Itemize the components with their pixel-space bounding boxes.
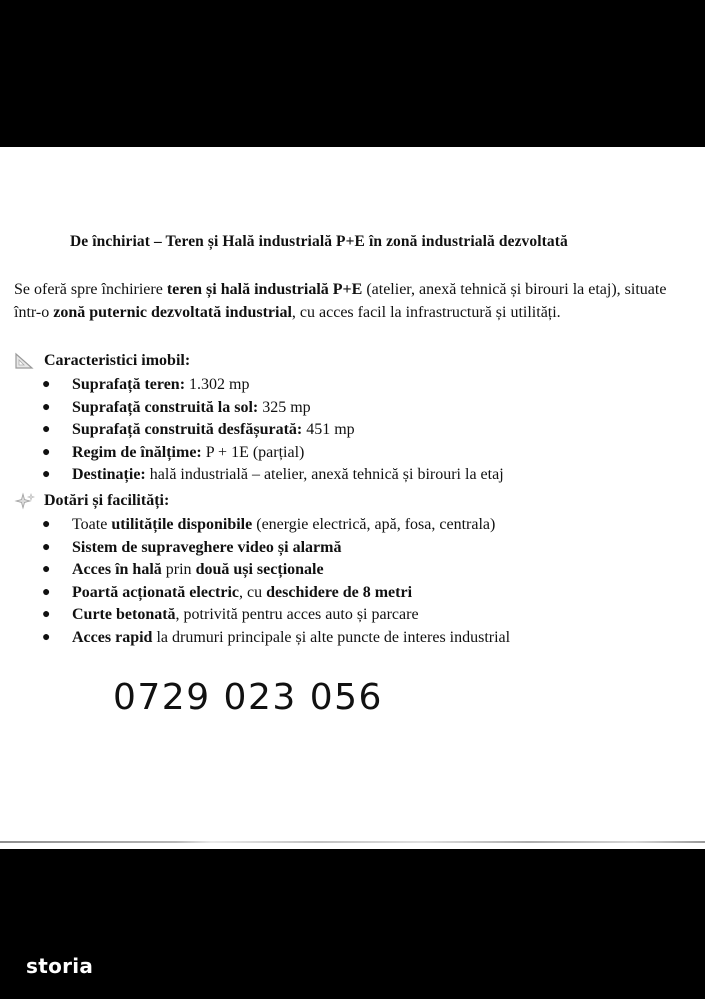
bullet-icon: ● [42,422,51,438]
item-text: 325 mp [258,398,311,416]
list-item [40,374,504,397]
intro-text-3: , cu acces facil la infrastructură și utilități. [291,303,561,321]
item-text: , potrivită pentru acces auto și parcare [175,606,419,624]
item-bold: Destinație: [72,466,146,484]
bullet-icon: ● [42,562,51,578]
list-item [40,464,504,487]
section-facilities-label: Dotări și facilități: [44,492,170,509]
bullet-icon: ● [42,444,51,460]
item-pre: Toate [72,516,112,533]
bullet-icon: ● [42,539,51,555]
item-text: (energie electrică, apă, fosa, centrala) [252,516,496,533]
section-facilities-heading [14,492,169,510]
facilities-list [40,514,510,650]
intro-paragraph [14,279,689,324]
item-bold: utilitățile disponibile [111,516,253,533]
list-item [40,442,504,465]
bullet-icon: ● [42,399,51,415]
scan-edge-divider [0,841,705,843]
bullet-icon: ● [42,467,51,483]
item-bold: Suprafață construită desfășurată: [72,421,303,439]
list-item [40,582,510,605]
item-bold: Acces rapid [72,628,153,646]
item-text: 451 mp [302,421,355,439]
intro-bold-2: zonă puternic dezvoltată industrial [53,303,292,321]
item-bold: Acces în hală [72,561,162,579]
document-title: De închiriat – Teren și Hală industrială P+E în zonă industrială dezvoltată [70,233,568,250]
section-characteristics-heading [14,352,190,370]
list-item [40,514,510,537]
triangle-ruler-icon [14,352,36,370]
list-item [40,419,504,442]
bullet-icon: ● [42,517,51,532]
intro-text-1: Se oferă spre închiriere [14,281,167,298]
bullet-icon: ● [42,377,51,392]
characteristics-list [40,374,504,487]
item-bold: Suprafață teren: [72,376,186,393]
brand-logo: storia [26,954,94,978]
item-bold-2: deschidere de 8 metri [266,583,413,601]
item-bold: Poartă acționată electric [72,583,240,601]
item-text: prin [161,561,196,579]
item-text: la drumuri principale și alte puncte de interes industrial [152,628,511,646]
list-item [40,537,510,560]
sparkle-icon [14,492,36,510]
section-characteristics-label: Caracteristici imobil: [44,352,191,369]
item-text: P + 1E (parțial) [201,443,305,461]
intro-text-2: (atelier, anexă tehnică și birouri la etaj), situate într-o [14,281,667,321]
document-page [0,147,705,849]
item-bold: Sistem de supraveghere video și alarmă [72,538,342,556]
phone-number[interactable]: 0729 023 056 [113,677,383,718]
bullet-icon: ● [42,629,51,645]
bullet-icon: ● [42,584,51,600]
list-item [40,627,510,650]
list-item [40,559,510,582]
intro-bold-1: teren și hală industrială P+E [166,281,363,298]
item-text: , cu [239,583,267,601]
item-text: hală industrială – atelier, anexă tehnică și birouri la etaj [145,466,504,484]
item-bold: Suprafață construită la sol: [72,398,259,416]
list-item [40,604,510,627]
item-bold: Curte betonată [72,606,176,624]
bullet-icon: ● [42,607,51,623]
item-bold-2: două uși secționale [195,561,324,579]
list-item [40,397,504,420]
item-text: 1.302 mp [185,376,250,393]
item-bold: Regim de înălțime: [72,443,202,461]
